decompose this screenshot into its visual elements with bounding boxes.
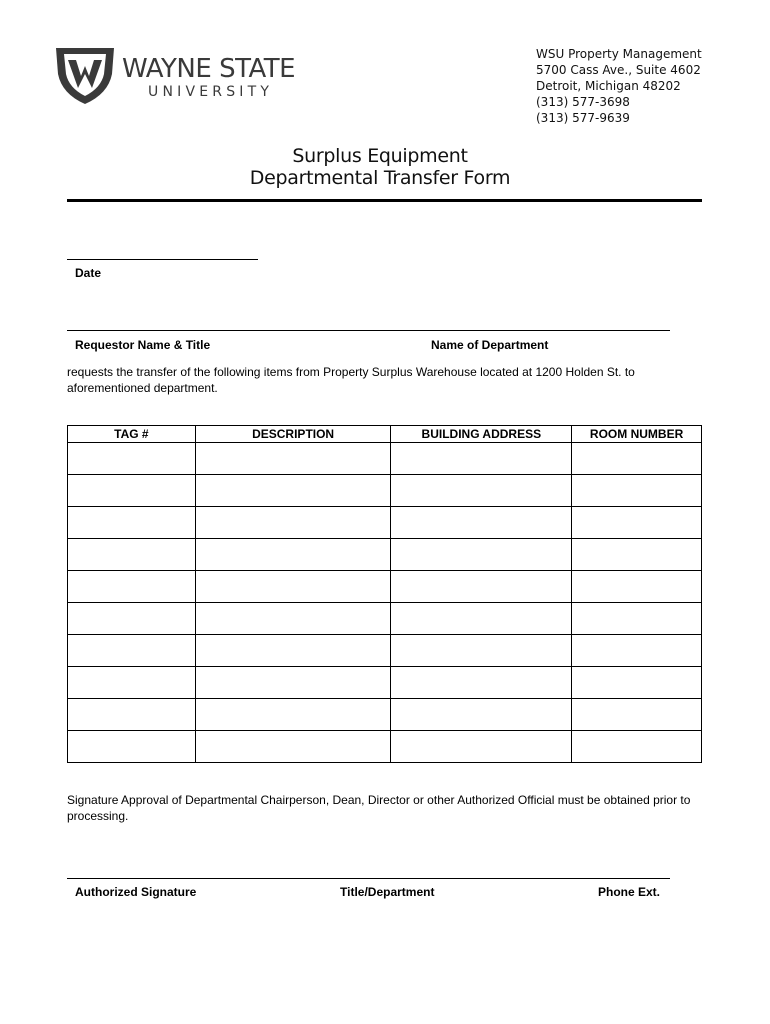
- table-row: [68, 507, 702, 539]
- table-row: [68, 475, 702, 507]
- authorized-signature-label: Authorized Signature: [75, 885, 197, 899]
- room-number-cell[interactable]: [572, 475, 702, 507]
- building-address-cell[interactable]: [391, 731, 572, 763]
- room-number-cell[interactable]: [572, 699, 702, 731]
- building-address-cell[interactable]: [391, 475, 572, 507]
- building-address-cell[interactable]: [391, 667, 572, 699]
- tag-cell[interactable]: [68, 667, 196, 699]
- tag-cell[interactable]: [68, 699, 196, 731]
- tag-cell[interactable]: [68, 507, 196, 539]
- requestor-field-line[interactable]: [67, 330, 670, 331]
- logo-subname: UNIVERSITY: [148, 84, 274, 100]
- tag-cell[interactable]: [68, 443, 196, 475]
- building-address-cell[interactable]: [391, 603, 572, 635]
- form-title-line2: Departmental Transfer Form: [249, 167, 511, 189]
- description-cell[interactable]: [195, 667, 391, 699]
- date-field-line[interactable]: [67, 259, 258, 260]
- tag-cell[interactable]: [68, 539, 196, 571]
- shield-w-icon: [52, 44, 118, 106]
- column-header-building-address: BUILDING ADDRESS: [391, 426, 572, 443]
- description-cell[interactable]: [195, 603, 391, 635]
- table-row: [68, 731, 702, 763]
- building-address-cell[interactable]: [391, 443, 572, 475]
- table-row: [68, 539, 702, 571]
- description-cell[interactable]: [195, 507, 391, 539]
- address-line: Detroit, Michigan 48202: [536, 79, 681, 93]
- building-address-cell[interactable]: [391, 571, 572, 603]
- description-cell[interactable]: [195, 475, 391, 507]
- room-number-cell[interactable]: [572, 507, 702, 539]
- description-cell[interactable]: [195, 539, 391, 571]
- items-table: [67, 425, 702, 763]
- room-number-cell[interactable]: [572, 443, 702, 475]
- building-address-cell[interactable]: [391, 507, 572, 539]
- phone-ext-label: Phone Ext.: [598, 885, 661, 899]
- tag-cell[interactable]: [68, 635, 196, 667]
- table-row: [68, 603, 702, 635]
- request-text: requests the transfer of the following items from Property Surplus Warehouse located at 1200 Holden St. to aforementioned department.: [67, 365, 635, 395]
- approval-text: Signature Approval of Departmental Chairperson, Dean, Director or other Authorized Official must be obtained prior to processing.: [67, 793, 691, 823]
- signature-field-line[interactable]: [67, 878, 670, 879]
- description-cell[interactable]: [195, 443, 391, 475]
- room-number-cell[interactable]: [572, 539, 702, 571]
- table-row: [68, 443, 702, 475]
- room-number-cell[interactable]: [572, 603, 702, 635]
- room-number-cell[interactable]: [572, 731, 702, 763]
- logo-name: WAYNE STATE: [122, 54, 296, 84]
- address-line: (313) 577-3698: [536, 95, 630, 109]
- room-number-cell[interactable]: [572, 667, 702, 699]
- title-divider: [67, 199, 702, 202]
- address-line: 5700 Cass Ave., Suite 4602: [536, 63, 701, 77]
- column-header-description: DESCRIPTION: [195, 426, 391, 443]
- table-row: [68, 571, 702, 603]
- university-logo: [52, 44, 296, 108]
- building-address-cell[interactable]: [391, 635, 572, 667]
- building-address-cell[interactable]: [391, 699, 572, 731]
- office-address: [536, 46, 702, 126]
- table-row: [68, 699, 702, 731]
- description-cell[interactable]: [195, 699, 391, 731]
- building-address-cell[interactable]: [391, 539, 572, 571]
- room-number-cell[interactable]: [572, 571, 702, 603]
- tag-cell[interactable]: [68, 731, 196, 763]
- tag-cell[interactable]: [68, 571, 196, 603]
- tag-cell[interactable]: [68, 475, 196, 507]
- description-cell[interactable]: [195, 571, 391, 603]
- room-number-cell[interactable]: [572, 635, 702, 667]
- description-cell[interactable]: [195, 731, 391, 763]
- tag-cell[interactable]: [68, 603, 196, 635]
- department-label: Name of Department: [431, 338, 549, 352]
- requestor-label: Requestor Name & Title: [75, 338, 211, 352]
- table-header-row: [68, 426, 702, 443]
- title-department-label: Title/Department: [340, 885, 435, 899]
- column-header-tag: TAG #: [68, 426, 196, 443]
- form-title-line1: Surplus Equipment: [292, 145, 468, 167]
- description-cell[interactable]: [195, 635, 391, 667]
- address-line: (313) 577-9639: [536, 111, 630, 125]
- table-row: [68, 635, 702, 667]
- table-row: [68, 667, 702, 699]
- date-label: Date: [75, 266, 102, 280]
- address-line: WSU Property Management: [536, 47, 702, 61]
- column-header-room-number: ROOM NUMBER: [572, 426, 702, 443]
